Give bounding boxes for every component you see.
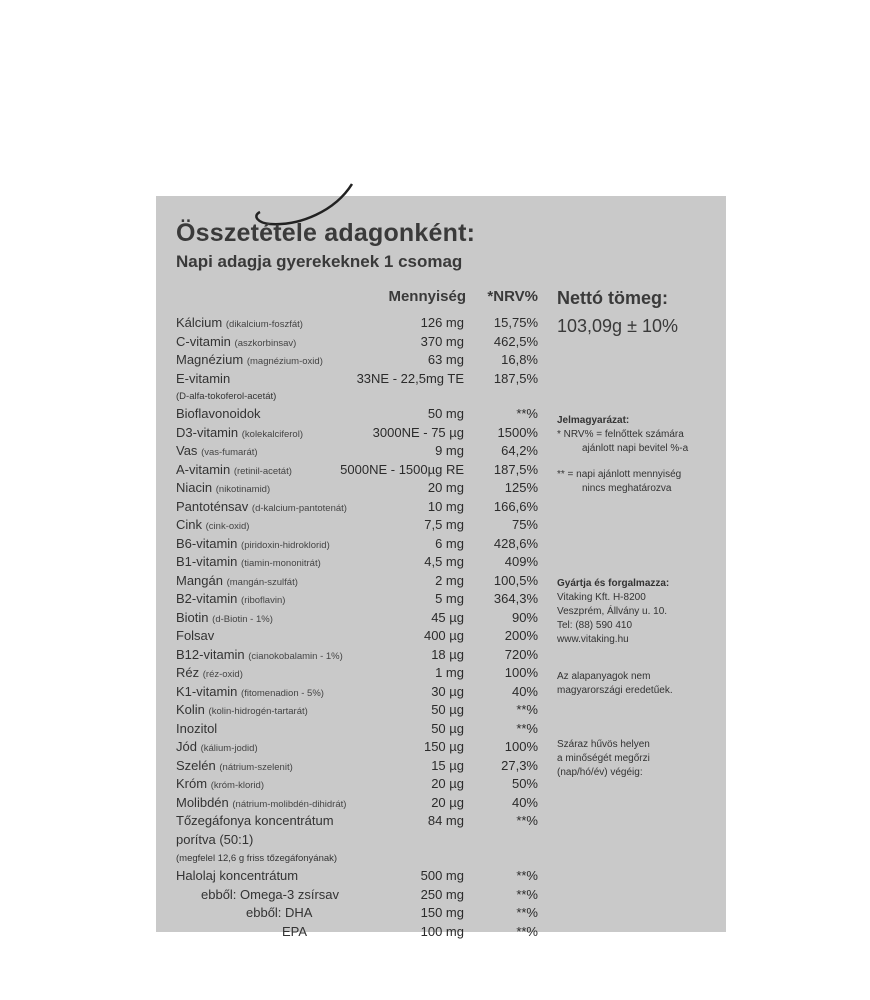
table-row: K1-vitamin (fitomenadion - 5%) 30 µg 40% bbox=[176, 683, 538, 699]
table-row: B6-vitamin (piridoxin-hidroklorid) 6 mg 428,6% bbox=[176, 535, 538, 551]
table-row: D3-vitamin (kolekalciferol) 3000NE - 75 µg 1500% bbox=[176, 424, 538, 440]
table-row: Magnézium (magnézium-oxid) 63 mg 16,8% bbox=[176, 352, 538, 367]
table-row: C-vitamin (aszkorbinsav) 370 mg 462,5% bbox=[176, 333, 538, 349]
table-row: B12-vitamin (cianokobalamin - 1%) 18 µg 720% bbox=[176, 646, 538, 662]
table-row: B2-vitamin (riboflavin) 5 mg 364,3% bbox=[176, 591, 538, 606]
table-row: Króm (króm-klorid) 20 µg 50% bbox=[176, 776, 538, 791]
table-row: Jód (kálium-jodid) 150 µg 100% bbox=[176, 739, 538, 754]
legend-block: Jelmagyarázat: * NRV% = felnőttek számára ajánlott napi bevitel %-a ** = napi ajánlott mennyiség nincs meghatározva bbox=[557, 415, 689, 494]
table-row: Tőzegáfonya koncentrátum 84 mg **% bbox=[176, 813, 538, 828]
table-row: Cink (cink-oxid) 7,5 mg 75% bbox=[176, 517, 538, 532]
table-row: Inozitol 50 µg **% bbox=[176, 720, 538, 736]
table-row: Molibdén (nátrium-molibdén-dihidrát) 20 µg 40% bbox=[176, 794, 538, 810]
table-row: Folsav 400 µg 200% bbox=[176, 628, 538, 643]
table-row: Pantoténsav (d-kalcium-pantotenát) 10 mg 166,6% bbox=[176, 498, 538, 514]
table-row: E-vitamin 33NE - 22,5mg TE 187,5% bbox=[176, 370, 538, 386]
table-row: Bioflavonoidok 50 mg **% bbox=[176, 406, 538, 421]
table-row: Niacin (nikotinamid) 20 mg 125% bbox=[176, 480, 538, 495]
table-row: EPA 100 mg **% bbox=[282, 923, 538, 939]
table-row: Kálcium (dikalcium-foszfát) 126 mg 15,75% bbox=[176, 315, 538, 330]
net-weight-title: Nettó tömeg: bbox=[557, 288, 668, 308]
table-row: B1-vitamin (tiamin-mononitrát) 4,5 mg 409% bbox=[176, 554, 538, 569]
net-weight-value: 103,09g ± 10% bbox=[557, 316, 678, 336]
table-row: Vas (vas-fumarát) 9 mg 64,2% bbox=[176, 443, 538, 458]
nutrient-table bbox=[176, 314, 546, 941]
composition-title: Összetétele adagonként: bbox=[176, 219, 476, 247]
table-row: Réz (réz-oxid) 1 mg 100% bbox=[176, 665, 538, 680]
table-row: Mangán (mangán-szulfát) 2 mg 100,5% bbox=[176, 572, 538, 588]
table-row: Halolaj koncentrátum 500 mg **% bbox=[176, 868, 538, 883]
table-row-note: (D-alfa-tokoferol-acetát) bbox=[176, 391, 277, 402]
serving-subtitle: Napi adagja gyerekeknek 1 csomag bbox=[176, 252, 463, 271]
table-row-note: (megfelel 12,6 g friss tőzegáfonyának) bbox=[176, 853, 338, 864]
storage-block: Száraz hűvös helyen a minőségét megőrzi (nap/hó/év) végéig: bbox=[557, 739, 650, 778]
table-row: Kolin (kolin-hidrogén-tartarát) 50 µg **% bbox=[176, 702, 538, 717]
table-row: ebből: Omega-3 zsírsav 250 mg **% bbox=[201, 886, 538, 902]
quantity-header: Mennyiség bbox=[388, 288, 466, 305]
table-row: Biotin (d-Biotin - 1%) 45 µg 90% bbox=[176, 609, 538, 625]
nrv-header: *NRV% bbox=[487, 288, 538, 305]
table-row: Szelén (nátrium-szelenit) 15 µg 27,3% bbox=[176, 757, 538, 773]
table-row: porítva (50:1) bbox=[176, 832, 254, 847]
table-row: A-vitamin (retinil-acetát) 5000NE - 1500µg RE 187,5% bbox=[176, 461, 538, 477]
table-row: ebből: DHA 150 mg **% bbox=[246, 905, 538, 920]
origin-block: Az alapanyagok nem magyarországi eredetűek. bbox=[557, 671, 673, 696]
producer-block: Gyártja és forgalmazza: Vitaking Kft. H-8200 Veszprém, Állvány u. 10. Tel: (88) 590 410 www.vitaking.hu bbox=[557, 578, 670, 645]
